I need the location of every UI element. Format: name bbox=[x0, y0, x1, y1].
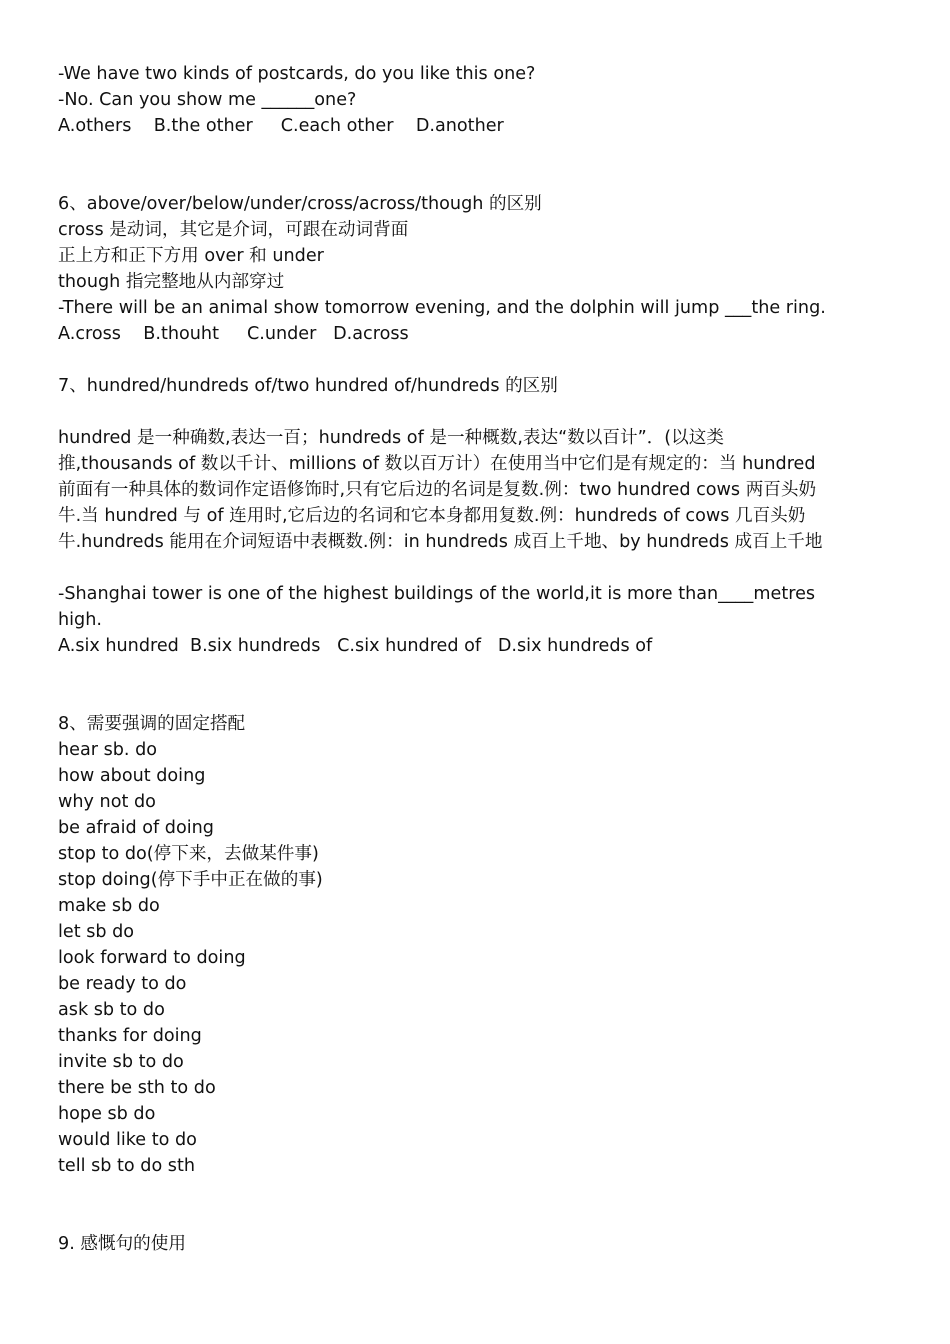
phrase-item: thanks for doing bbox=[58, 1026, 202, 1046]
section-heading: 9. 感慨句的使用 bbox=[58, 1234, 186, 1254]
section-heading: 6、above/over/below/under/cross/across/though 的区别 bbox=[58, 194, 542, 214]
phrase-item: be ready to do bbox=[58, 974, 187, 994]
spacer bbox=[58, 659, 908, 711]
spacer bbox=[58, 399, 908, 425]
phrase-item: hear sb. do bbox=[58, 740, 158, 760]
question-line: high. bbox=[58, 610, 102, 630]
phrase-item: stop doing(停下手中正在做的事) bbox=[58, 870, 323, 890]
question-line: -There will be an animal show tomorrow evening, and the dolphin will jump ___the ring. bbox=[58, 298, 826, 318]
section-7-body-block bbox=[58, 425, 908, 555]
spacer bbox=[58, 139, 908, 191]
explanation-line: 牛.当 hundred 与 of 连用时,它后边的名词和它本身都用复数.例：hundreds of cows 几百头奶 bbox=[58, 506, 806, 526]
phrase-item: let sb do bbox=[58, 922, 135, 942]
section-8-block bbox=[58, 711, 908, 1179]
question-line: -We have two kinds of postcards, do you like this one? bbox=[58, 64, 536, 84]
section-6-block bbox=[58, 191, 908, 347]
explanation-line: hundred 是一种确数,表达一百；hundreds of 是一种概数,表达“数以百计”．(以这类 bbox=[58, 428, 724, 448]
answer-options: A.six hundred B.six hundreds C.six hundred of D.six hundreds of bbox=[58, 636, 653, 656]
explanation-line: 前面有一种具体的数词作定语修饰时,只有它后边的名词是复数.例：two hundred cows 两百头奶 bbox=[58, 480, 817, 500]
spacer bbox=[58, 347, 908, 373]
phrase-item: would like to do bbox=[58, 1130, 197, 1150]
explanation-line: cross 是动词，其它是介词，可跟在动词背面 bbox=[58, 220, 409, 240]
explanation-line: 正上方和正下方用 over 和 under bbox=[58, 246, 324, 266]
phrase-item: make sb do bbox=[58, 896, 160, 916]
explanation-line: though 指完整地从内部穿过 bbox=[58, 272, 285, 292]
phrase-item: be afraid of doing bbox=[58, 818, 214, 838]
question-line: -Shanghai tower is one of the highest buildings of the world,it is more than____metres bbox=[58, 584, 816, 604]
phrase-item: why not do bbox=[58, 792, 156, 812]
phrase-item: invite sb to do bbox=[58, 1052, 184, 1072]
section-heading: 8、需要强调的固定搭配 bbox=[58, 714, 246, 734]
phrase-item: how about doing bbox=[58, 766, 206, 786]
document-page bbox=[58, 61, 908, 1257]
phrase-item: look forward to doing bbox=[58, 948, 246, 968]
phrase-item: tell sb to do sth bbox=[58, 1156, 196, 1176]
explanation-line: 牛.hundreds 能用在介词短语中表概数.例：in hundreds 成百上千地、by hundreds 成百上千地 bbox=[58, 532, 823, 552]
question-line: -No. Can you show me ______one? bbox=[58, 90, 357, 110]
phrase-item: hope sb do bbox=[58, 1104, 156, 1124]
postcards-question-block bbox=[58, 61, 908, 139]
section-7-question-block bbox=[58, 581, 908, 659]
section-7-heading-block bbox=[58, 373, 908, 399]
section-heading: 7、hundred/hundreds of/two hundred of/hundreds 的区别 bbox=[58, 376, 558, 396]
spacer bbox=[58, 555, 908, 581]
phrase-item: ask sb to do bbox=[58, 1000, 165, 1020]
explanation-line: 推,thousands of 数以千计、millions of 数以百万计）在使用当中它们是有规定的：当 hundred bbox=[58, 454, 816, 474]
phrase-item: there be sth to do bbox=[58, 1078, 216, 1098]
phrase-item: stop to do(停下来，去做某件事) bbox=[58, 844, 319, 864]
section-9-block bbox=[58, 1231, 908, 1257]
spacer bbox=[58, 1179, 908, 1231]
answer-options: A.cross B.thouht C.under D.across bbox=[58, 324, 409, 344]
answer-options: A.others B.the other C.each other D.another bbox=[58, 116, 504, 136]
